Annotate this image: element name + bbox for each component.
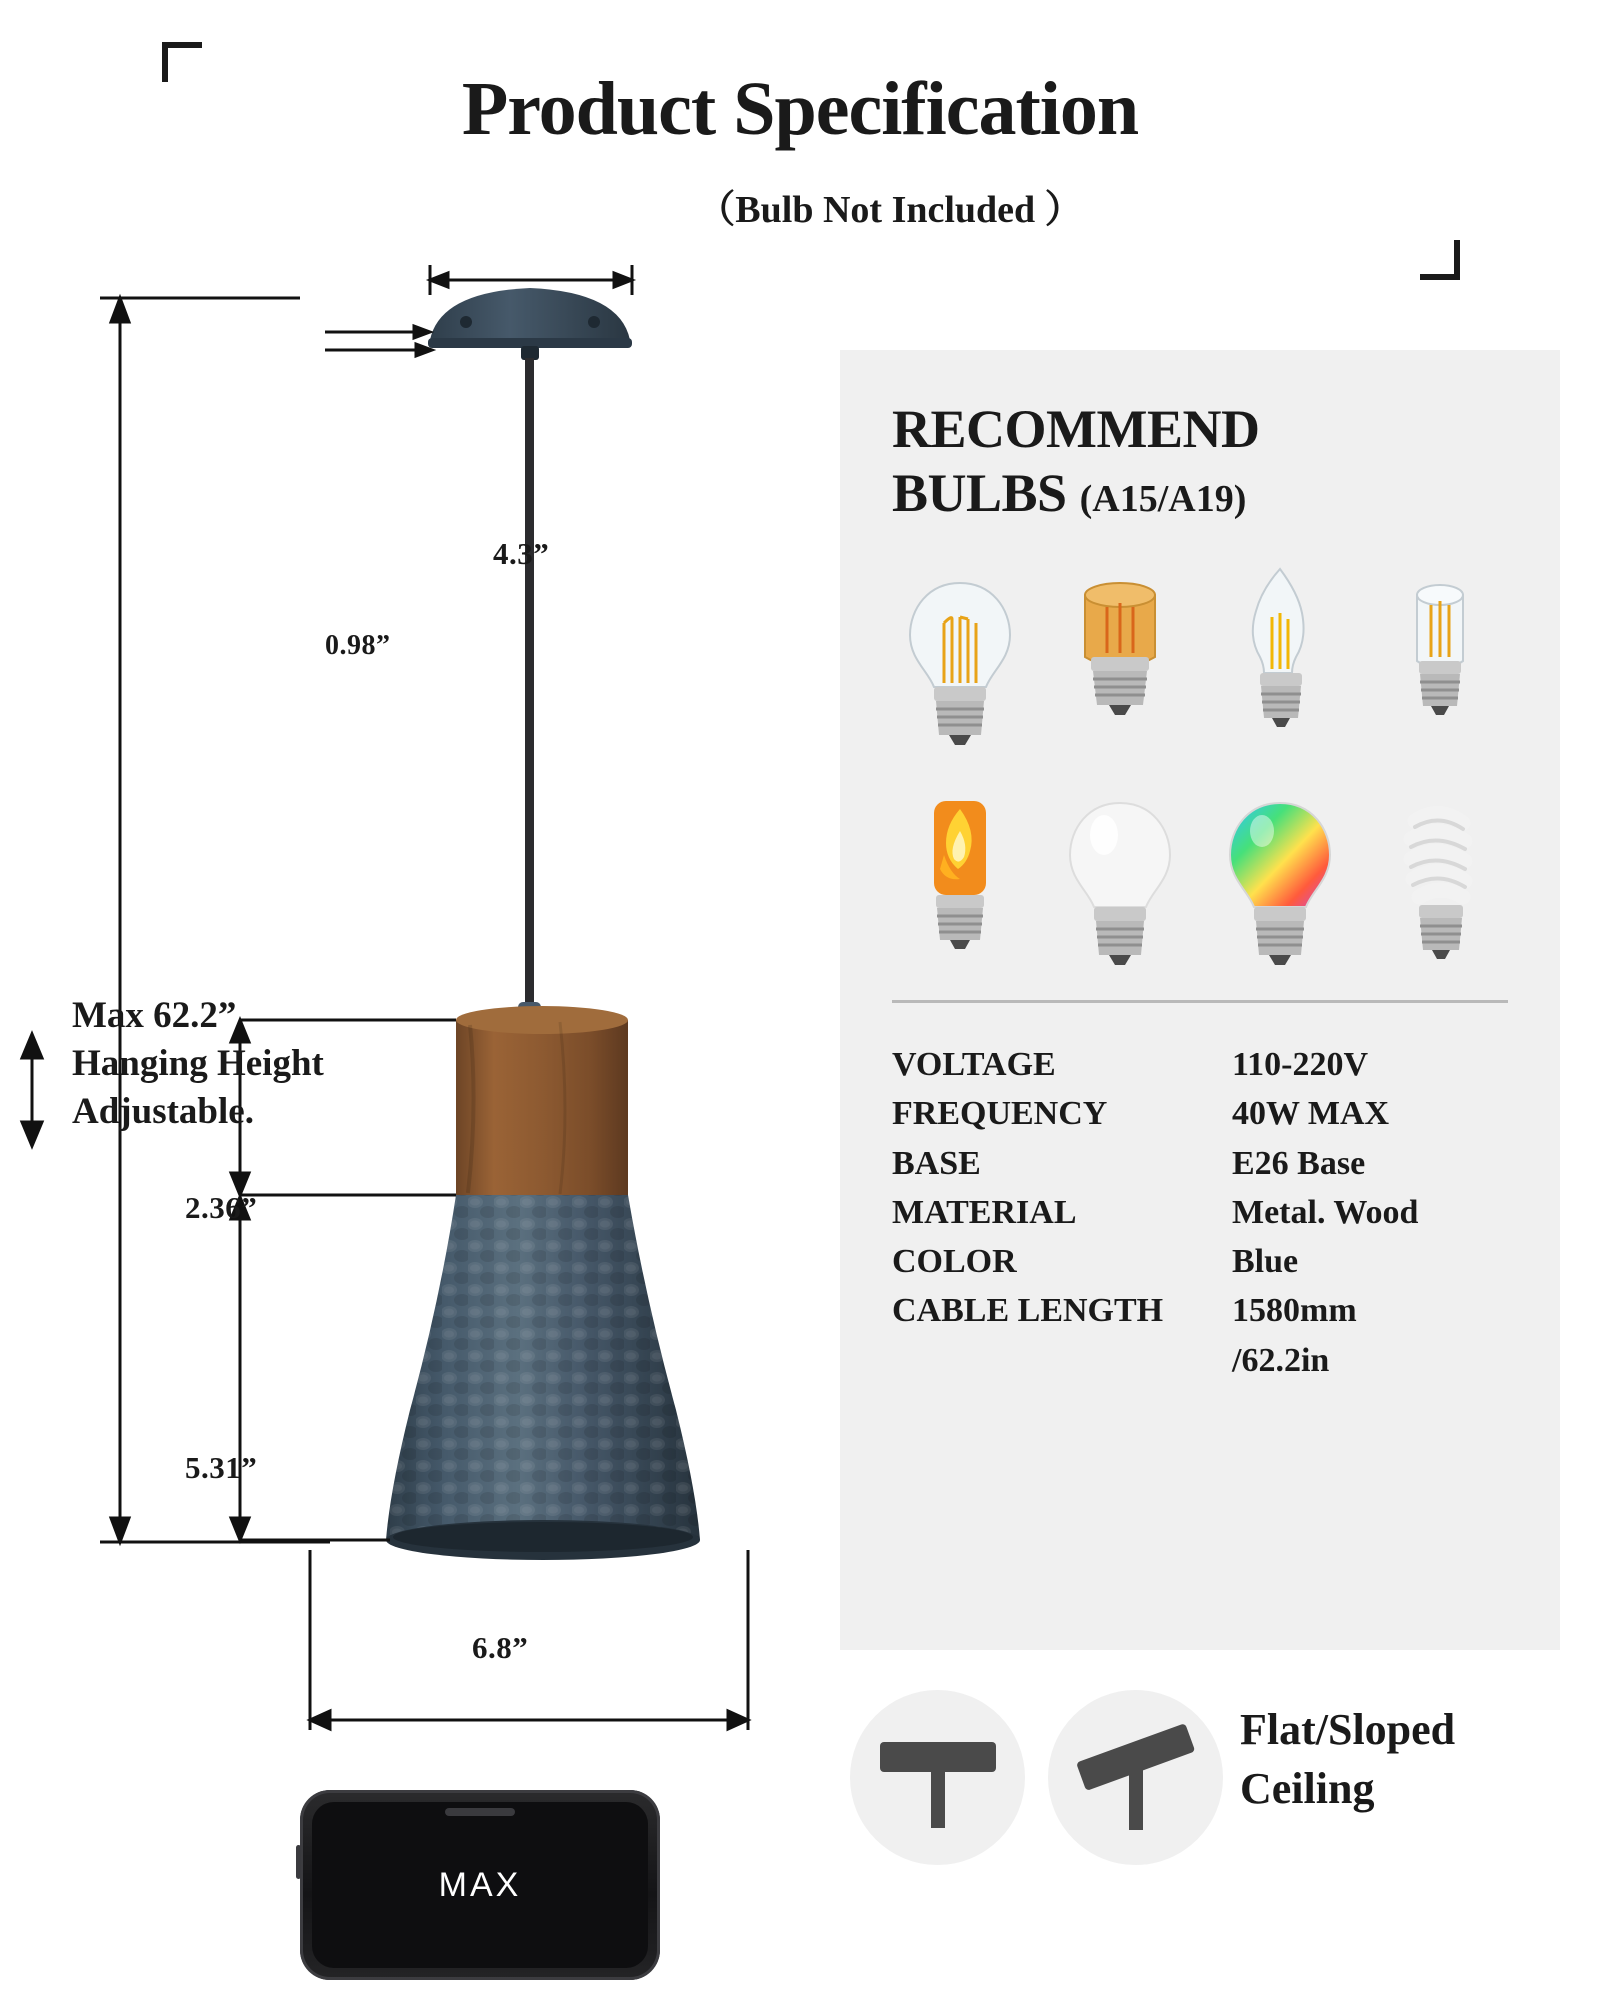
ceiling-label-line2: Ceiling	[1240, 1764, 1375, 1814]
bulb-clear-tubular-t30-icon	[1365, 565, 1515, 765]
bulb-rgb-color-smart-icon	[1205, 785, 1355, 985]
bulb-clear-filament-a19-icon	[885, 565, 1035, 765]
bulb-row-1	[880, 545, 1520, 765]
spec-value: 1580mm	[1232, 1292, 1357, 1330]
spec-value: 110-220V	[1232, 1046, 1368, 1083]
product-dimension-diagram	[0, 250, 820, 2000]
page-subtitle: （Bulb Not Included ）	[697, 189, 1083, 231]
table-row	[892, 1139, 1532, 1188]
dim-label-hanging-height-line1: Max 62.2”	[72, 995, 237, 1036]
recommend-title-line1: RECOMMEND	[892, 399, 1260, 459]
recommend-bulbs-title	[892, 398, 1259, 525]
bulb-flame-tip-candle-icon	[1205, 565, 1355, 765]
flat-ceiling-icon	[850, 1690, 1025, 1865]
ceiling-label	[1240, 1700, 1455, 1819]
page-title: Product Specification	[461, 67, 1139, 151]
table-row	[892, 1089, 1532, 1138]
dim-label-canopy-width: 4.3”	[493, 536, 550, 571]
flat-ceiling-badge	[850, 1690, 1025, 1865]
recommend-title-line2: BULBS	[892, 462, 1067, 523]
spec-key: BASE	[892, 1144, 981, 1182]
table-row	[892, 1237, 1532, 1286]
phone-max-label: MAX	[438, 1865, 522, 1904]
spec-key: COLOR	[892, 1243, 1017, 1281]
panel-divider	[892, 1000, 1508, 1003]
spec-key: MATERIAL	[892, 1193, 1077, 1231]
dim-label-shade-width: 6.8”	[472, 1630, 529, 1665]
dim-label-hanging-height-line3: Adjustable.	[72, 1091, 254, 1132]
table-row-continued	[892, 1336, 1532, 1385]
dim-label-canopy-height: 0.98”	[325, 630, 391, 661]
phone-notch	[445, 1808, 515, 1816]
spec-key: CABLE LENGTH	[892, 1292, 1164, 1330]
specification-table	[892, 1040, 1532, 1385]
dim-label-hanging-height-line2: Hanging Height	[72, 1043, 324, 1084]
spec-value-continued: /62.2in	[1232, 1341, 1330, 1379]
ceiling-label-line1: Flat/Sloped	[1240, 1705, 1456, 1754]
recommend-title-line2-wrap	[892, 462, 1259, 526]
spec-value: Metal. Wood	[1232, 1193, 1419, 1231]
spec-value: E26 Base	[1232, 1144, 1366, 1182]
bulb-frosted-white-a19-icon	[1045, 785, 1195, 985]
spec-key: VOLTAGE	[892, 1046, 1056, 1083]
recommend-title-suffix: (A15/A19)	[1079, 477, 1247, 520]
dim-label-wood-height: 2.36”	[185, 1190, 258, 1225]
spec-value: Blue	[1232, 1243, 1299, 1281]
bulb-row-2	[880, 765, 1520, 985]
dim-label-shade-height: 5.31”	[185, 1450, 258, 1485]
bulb-grid	[880, 545, 1520, 985]
bulb-amber-tubular-t45-icon	[1045, 565, 1195, 765]
phone-side-button	[296, 1845, 301, 1879]
sloped-ceiling-badge	[1048, 1690, 1223, 1865]
spec-key: FREQUENCY	[892, 1095, 1108, 1133]
corner-bracket-top-right	[1420, 240, 1460, 280]
recommend-bulbs-panel	[840, 350, 1560, 1650]
table-row	[892, 1040, 1532, 1089]
ceiling-compatibility	[840, 1680, 1600, 1960]
spec-value: 40W MAX	[1232, 1095, 1390, 1133]
table-row	[892, 1286, 1532, 1335]
phone-size-reference	[300, 1790, 660, 1980]
sloped-ceiling-icon	[1048, 1690, 1223, 1865]
bulb-cfl-spiral-icon	[1365, 785, 1515, 985]
bulb-flame-effect-icon	[885, 785, 1035, 985]
phone-screen	[312, 1802, 648, 1968]
table-row	[892, 1188, 1532, 1237]
